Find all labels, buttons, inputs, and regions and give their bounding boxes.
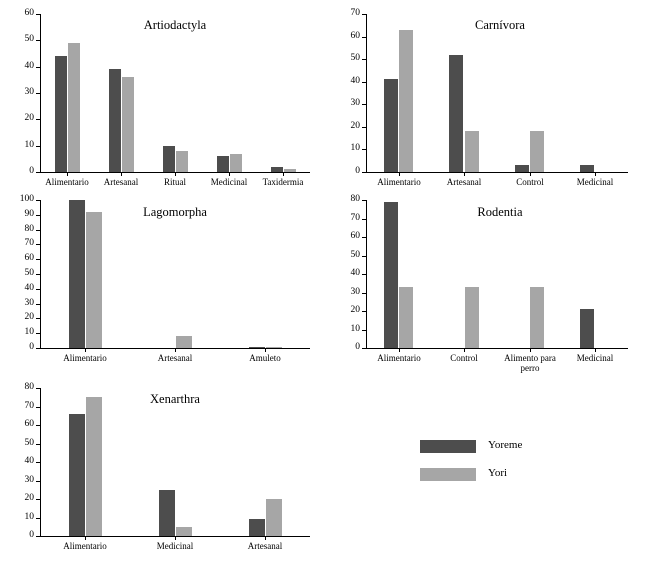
x-category-label: Alimento para perro	[504, 353, 556, 373]
legend-swatch-yori	[420, 468, 476, 481]
x-category-label: Medicinal	[210, 177, 248, 187]
y-tick	[36, 425, 40, 426]
y-tick-label: 30	[24, 474, 34, 485]
x-tick	[85, 537, 86, 540]
bar-yori-alimentario	[86, 397, 102, 536]
y-tick-label: 30	[350, 286, 360, 297]
bar-yori-artesanal	[266, 499, 282, 536]
x-tick	[175, 537, 176, 540]
y-tick-label: 90	[24, 208, 34, 219]
y-tick-label: 40	[24, 282, 34, 293]
y-tick-label: 20	[24, 312, 34, 323]
y-tick-label: 40	[24, 456, 34, 466]
y-tick-label: 0	[29, 166, 34, 176]
x-category-label: Artesanal	[247, 541, 283, 551]
y-tick-label: 50	[350, 249, 360, 260]
y-tick-label: 20	[24, 113, 34, 124]
chart-title-xenarthra: Xenarthra	[150, 392, 200, 406]
x-category-label: Ritual	[164, 177, 186, 187]
y-tick-label: 40	[350, 75, 360, 86]
y-tick	[36, 388, 40, 389]
y-tick-label: 40	[24, 60, 34, 71]
x-category-label: Artesanal	[103, 177, 139, 187]
y-axis	[40, 388, 41, 536]
y-tick-label: 20	[24, 493, 34, 503]
y-tick-label: 0	[29, 342, 34, 352]
x-category-label: Alimentario	[377, 177, 421, 187]
y-tick	[36, 536, 40, 537]
y-tick-label: 100	[19, 194, 34, 204]
y-tick-label: 50	[24, 268, 34, 278]
y-tick-label: 60	[350, 30, 360, 41]
y-tick-label: 60	[24, 8, 34, 18]
y-tick	[36, 481, 40, 482]
bar-yoreme-medicinal	[159, 490, 175, 536]
chart-title-artiodactyla: Artiodactyla	[143, 18, 207, 32]
chart-title-carnívora: Carnívora	[475, 18, 525, 32]
y-tick-label: 70	[24, 400, 34, 411]
y-tick-label: 60	[24, 253, 34, 264]
legend-label-yori: Yori	[488, 467, 508, 479]
bar-yoreme-alimentario	[69, 414, 85, 536]
y-tick-label: 10	[24, 511, 34, 522]
x-category-label: Alimentario	[63, 541, 107, 551]
y-tick-label: 80	[24, 223, 34, 234]
y-tick-label: 10	[24, 327, 34, 338]
x-tick	[265, 537, 266, 540]
x-category-label: Alimentario	[377, 353, 421, 363]
y-tick-label: 70	[350, 8, 360, 18]
x-category-label: Artesanal	[157, 353, 193, 363]
legend-label-yoreme: Yoreme	[488, 439, 523, 451]
y-tick-label: 30	[350, 98, 360, 109]
y-tick	[36, 499, 40, 500]
y-tick-label: 50	[24, 34, 34, 45]
y-tick-label: 80	[350, 194, 360, 204]
y-tick-label: 40	[350, 268, 360, 278]
y-tick-label: 80	[24, 382, 34, 392]
y-tick-label: 50	[24, 437, 34, 448]
y-tick-label: 50	[350, 53, 360, 64]
y-tick-label: 60	[24, 419, 34, 429]
chart-title-rodentia: Rodentia	[477, 205, 523, 219]
chart-title-lagomorpha: Lagomorpha	[143, 205, 207, 219]
y-tick	[36, 444, 40, 445]
y-tick-label: 10	[350, 323, 360, 334]
x-category-label: Taxidermia	[262, 177, 304, 187]
x-category-label: Medicinal	[576, 353, 614, 363]
y-tick	[36, 518, 40, 519]
y-tick-label: 70	[24, 238, 34, 249]
y-tick-label: 10	[350, 143, 360, 154]
y-tick-label: 60	[350, 231, 360, 241]
y-tick-label: 0	[355, 166, 360, 176]
y-tick-label: 0	[29, 530, 34, 540]
legend-swatch-yoreme	[420, 440, 476, 453]
x-category-label: Alimentario	[45, 177, 89, 187]
x-category-label: Medicinal	[576, 177, 614, 187]
x-category-label: Alimentario	[63, 353, 107, 363]
y-tick-label: 30	[24, 87, 34, 97]
x-category-label: Artesanal	[446, 177, 482, 187]
y-tick-label: 20	[350, 120, 360, 131]
y-tick-label: 70	[350, 212, 360, 223]
y-tick-label: 30	[24, 297, 34, 308]
bar-yori-medicinal	[176, 527, 192, 536]
x-category-label: Amuleto	[249, 353, 281, 363]
bar-yoreme-artesanal	[249, 519, 265, 536]
x-category-label: Control	[516, 177, 544, 187]
x-category-label: Medicinal	[156, 541, 194, 551]
y-tick-label: 10	[24, 139, 34, 150]
y-tick-label: 0	[355, 342, 360, 352]
y-tick	[36, 407, 40, 408]
y-tick	[36, 462, 40, 463]
chart-legend	[420, 440, 600, 500]
x-category-label: Control	[450, 353, 478, 363]
y-tick-label: 20	[350, 305, 360, 315]
